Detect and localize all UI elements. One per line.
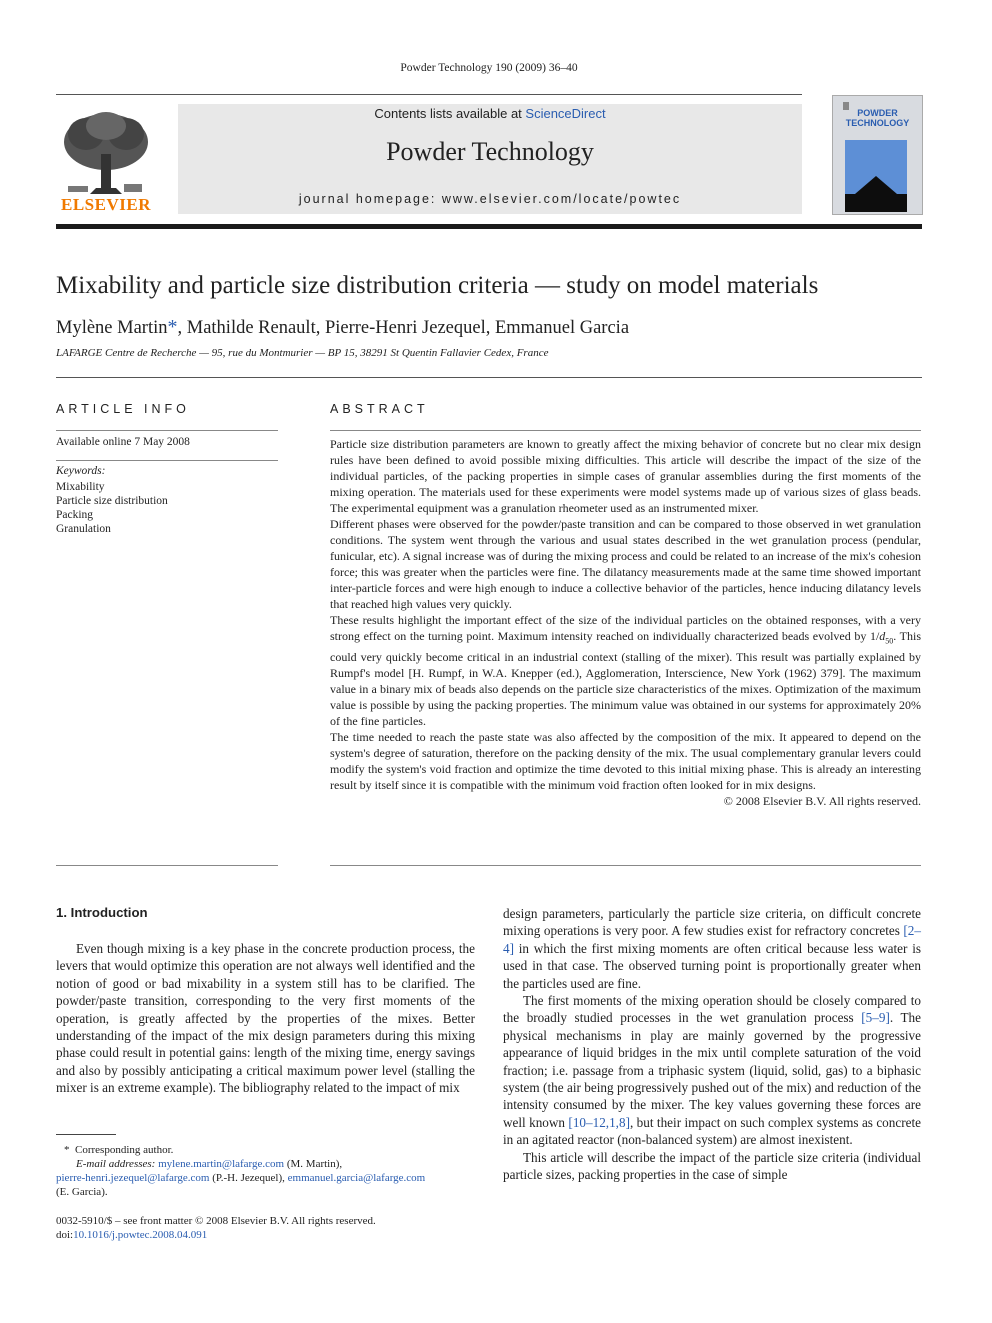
email-link-garcia[interactable]: emmanuel.garcia@lafarge.com — [287, 1172, 426, 1184]
abstract-copyright: © 2008 Elsevier B.V. All rights reserved. — [723, 794, 921, 809]
cover-title-line1: POWDER — [857, 108, 898, 118]
intro-p3-text-c: , but their impact on such complex systems as concrete in an agitated reactor (non-balanced system) are almost inexistent. — [503, 1114, 921, 1148]
keyword-item: Particle size distribution — [56, 495, 168, 507]
info-bottom-rule — [56, 865, 278, 866]
email-link-jezequel[interactable]: pierre-henri.jezequel@lafarge.com — [56, 1172, 210, 1184]
journal-homepage[interactable]: journal homepage: www.elsevier.com/locate/powtec — [298, 192, 682, 206]
keyword-list — [56, 480, 168, 536]
journal-reference: Powder Technology 190 (2009) 36–40 — [400, 62, 578, 74]
front-matter-info — [56, 1214, 475, 1242]
corresponding-author-note — [56, 1143, 475, 1157]
abstract-p3-part-b: . This could very quickly become critical in an industrial context (stalling of the mixer). This result was partially explained by Rumpf's model [H. Rumpf, in W.A. Knepper (ed.), Agglomeration, Interscience, New York (1962) 379]. The maximum value in a binary mix of beads also depends on the particle size characteristics of the mixes. Optimization of the maximum value is possible by using the packing properties. The minimum value was obtained in our systems for approximately 20% of the fine particles. — [330, 629, 921, 729]
author-list — [56, 316, 926, 339]
article-info-heading: ARTICLE INFO — [56, 402, 190, 416]
info-rule-2 — [56, 460, 278, 461]
abstract-d-subscript: 50 — [885, 636, 894, 646]
abstract-body — [330, 436, 921, 809]
doi-line — [56, 1228, 475, 1242]
contents-prefix: Contents lists available at — [374, 106, 526, 121]
introduction-right-column — [503, 905, 921, 1184]
abstract-p3-part-a: These results highlight the important effect of the size of the individual particles on the obtained responses, with a very strong effect on the turning point. Maximum intensity reached on individually characterized beads evolved by 1/ — [330, 613, 921, 643]
email-line-1 — [56, 1157, 475, 1171]
journal-cover-thumbnail[interactable] — [832, 95, 923, 215]
header-thick-rule — [56, 224, 922, 229]
citation-link-10-12[interactable]: [10–12,1,8] — [568, 1114, 630, 1130]
journal-title: Powder Technology — [386, 137, 594, 166]
keyword-item: Packing — [56, 509, 94, 521]
abstract-paragraph-3 — [330, 612, 921, 729]
abstract-paragraph-2: Different phases were observed for the powder/paste transition and can be compared to those observed in wet granulation conditions. The system went through the various and usual states described in the wet granulation process (pendular, funicular, etc). A signal increase was of during the mixing process and could be related to an increase of the mix's cohesion force; this was greater when the particles were fine. The dilatancy measurements made at the same time showed important inter-particle forces and were high enough to induce a collective behavior of the particles, hence inducing dilatancy levels that reached high values very quickly. — [330, 517, 921, 611]
email-label: E-mail addresses: — [76, 1158, 156, 1170]
intro-p3-text-a: The first moments of the mixing operation should be closely compared to the broadly studied processes in the wet granulation process — [503, 993, 921, 1026]
header-top-rule — [56, 94, 802, 95]
citation-link-5-9[interactable]: [5–9] — [861, 1010, 890, 1026]
abstract-d-symbol: d — [879, 629, 886, 643]
corresponding-author-label: Corresponding author. — [75, 1144, 174, 1156]
email-owner-martin: (M. Martin), — [284, 1158, 343, 1170]
elsevier-wordmark: ELSEVIER — [61, 195, 151, 214]
abstract-paragraph-4: The time needed to reach the paste state was also affected by the composition of the mix. It appeared to depend on the system's degree of saturation, therefore on the packing density of the mix. The usual complementary granular levers could modify the system's void fraction and optimize the time devoted to this initial mixing phase. This is already an interesting result by itself since it is compatible with the minimum void fraction often looked for in mix designs. — [330, 730, 921, 793]
footnote-star: * — [64, 1144, 70, 1156]
introduction-heading: 1. Introduction — [56, 905, 148, 920]
abstract-bottom-rule — [330, 865, 921, 866]
contents-line — [178, 106, 802, 121]
footnotes — [56, 1143, 475, 1199]
citation-link-2-4[interactable]: [2–4] — [503, 923, 921, 956]
affiliation: LAFARGE Centre de Recherche — 95, rue du Montmurier — BP 15, 38291 St Quentin Fallavier Cedex, France — [56, 347, 549, 359]
abstract-paragraph-1: Particle size distribution parameters are known to greatly affect the mixing behavior of concrete but no clear mix design rules have been defined to avoid possible mixing difficulties. This article will describe the impact of the size of the individual particles, of the packing properties in simple cases of granular assemblies during the first moments of the mixing operation. The materials used for these experiments were model systems made up of various sizes of glass beads. The experimental equipment was a granulation rheometer used as an instrumented mixer. — [330, 437, 921, 515]
intro-paragraph-2 — [503, 905, 921, 992]
intro-p2-text-b: in which the first mixing moments are often critical because less water is used in that case. The observed turning point is proportionally greater when the particles used are fine. — [503, 940, 921, 991]
email-line-3: (E. Garcia). — [56, 1186, 108, 1198]
intro-p2-text-a: design parameters, particularly the particle size criteria, on difficult concrete mixing operations is very poor. A few studies exist for refractory concretes — [503, 906, 921, 939]
introduction-left-column — [56, 940, 475, 1097]
email-link-martin[interactable]: mylene.martin@lafarge.com — [158, 1158, 285, 1170]
issn-line: 0032-5910/$ – see front matter © 2008 Elsevier B.V. All rights reserved. — [56, 1215, 376, 1227]
keyword-item: Mixability — [56, 481, 105, 493]
footnote-rule — [56, 1134, 116, 1135]
abstract-top-rule — [330, 430, 921, 431]
email-owner-jezequel: (P.-H. Jezequel), — [209, 1172, 288, 1184]
available-online: Available online 7 May 2008 — [56, 436, 190, 448]
title-bottom-rule — [56, 377, 922, 378]
info-rule-1 — [56, 430, 278, 431]
author-first: Mylène Martin — [56, 318, 168, 338]
cover-title-line2: TECHNOLOGY — [845, 118, 910, 128]
corresponding-author-marker[interactable]: * — [167, 316, 178, 338]
doi-link[interactable]: 10.1016/j.powtec.2008.04.091 — [73, 1229, 208, 1241]
article-title: Mixability and particle size distribution criteria — study on model materials — [56, 272, 819, 299]
author-others: , Mathilde Renault, Pierre-Henri Jezequel, Emmanuel Garcia — [177, 318, 630, 338]
sciencedirect-link[interactable]: ScienceDirect — [525, 106, 606, 121]
keywords-label: Keywords: — [56, 465, 106, 477]
intro-paragraph-3 — [503, 992, 921, 1149]
abstract-heading: ABSTRACT — [330, 402, 429, 416]
intro-paragraph-1: Even though mixing is a key phase in the concrete production process, the levers that would optimize this operation are not always well identified and the notion of good or bad mixability in a system still has to be clarified. The powder/paste transition, corresponding to the very first moments of the operation, is greatly affected by the properties of the mixes. Better understanding of the impact of the mix design parameters during this mixing phase could result in potential gains: length of the mixing time, energy savings and also by possibly anticipating a critical maximum power level (stalling the mixer is an extreme example). The bibliography related to the impact of mix — [56, 941, 475, 1096]
doi-label: doi: — [56, 1229, 74, 1241]
intro-p3-text-b: . The physical mechanisms in play are mainly governed by the progressive appearance of liquid bridges in the mix until complete saturation of the void fraction; i.e. passage from a triphasic system (liquid, solid, gas) to a biphasic system (the air being progressively pushed out of the mix) and reduction of the intensity consumed by the mixer. The key values governing these forces are well known — [503, 1010, 922, 1130]
email-line-2 — [56, 1171, 475, 1185]
keyword-item: Granulation — [56, 523, 111, 535]
intro-paragraph-4: This article will describe the impact of the particle size criteria (individual particle sizes, packing properties in the case of simple — [503, 1149, 921, 1183]
